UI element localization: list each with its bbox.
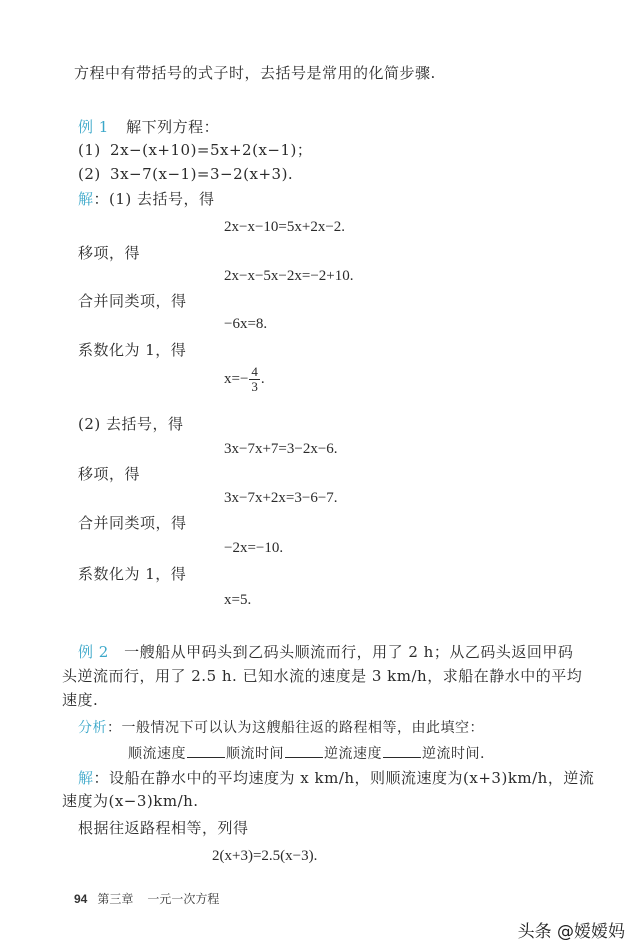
page-number: 94 (74, 892, 88, 906)
step-label: 系数化为 1，得 (78, 565, 187, 583)
example1-header (78, 117, 219, 137)
step-label: 合并同类项，得 (78, 292, 187, 310)
example2-line3: 速度. (62, 691, 99, 709)
solution-line2: 速度为(x−3)km/h. (62, 792, 199, 810)
analysis-line: 分析：一般情况下可以认为这艘船往返的路程相等，由此填空： (78, 720, 484, 736)
example1-problem-1: (1) 2x−(x+10)=5x+2(x−1)； (78, 141, 313, 159)
example2-label: 例 2 (78, 643, 109, 661)
fraction: $\frac{4}{3}$ (251, 364, 258, 394)
equation: x=5. (224, 592, 252, 608)
equation: 2(x+3)=2.5(x−3). (212, 848, 318, 864)
fill-in-line: 顺流速度 顺流时间 逆流速度 逆流时间. (128, 743, 485, 764)
equation: 3x−7x+7=3−2x−6. (224, 441, 338, 457)
blank-field (187, 743, 225, 758)
example2-line1: 例 2 一艘船从甲码头到乙码头顺流而行，用了 2 h；从乙码头返回甲码 (78, 643, 574, 661)
equation: 2x−x−10=5x+2x−2. (224, 219, 346, 235)
equation: 2x−x−5x−2x=−2+10. (224, 268, 354, 284)
step-label: 合并同类项，得 (78, 514, 187, 532)
step-label: 系数化为 1，得 (78, 341, 187, 359)
chapter-title: 一元一次方程 (147, 892, 220, 906)
solution-line3: 根据往返路程相等，列得 (78, 819, 249, 837)
example1-problem-2: (2) 3x−7(x−1)=3−2(x+3). (78, 165, 294, 183)
chapter-number: 第三章 (97, 892, 134, 906)
example1-prompt: 解下列方程： (126, 118, 220, 136)
blank-field (285, 743, 323, 758)
equation: 3x−7x+2x=3−6−7. (224, 490, 338, 506)
page-footer (74, 890, 219, 907)
solution-label: 解 (78, 190, 94, 208)
solution-label: 解 (78, 769, 94, 787)
solution1-step1: 解：(1) 去括号，得 (78, 190, 215, 208)
solution-line1: 解：设船在静水中的平均速度为 x km/h，则顺流速度为(x+3)km/h，逆流 (78, 769, 595, 787)
problem-expression: 2x−(x+10)=5x+2(x−1)； (110, 141, 313, 159)
equation: −6x=8. (224, 316, 268, 332)
example2-line2: 头逆流而行，用了 2.5 h. 已知水流的速度是 3 km/h，求船在静水中的平均 (62, 667, 583, 685)
watermark: 头条 @嫒嫒妈 (517, 922, 625, 942)
equation-fraction: x=− $\frac{4}{3}$ . (224, 364, 265, 394)
blank-field (383, 743, 421, 758)
solution2-step1: (2) 去括号，得 (78, 415, 184, 433)
analysis-label: 分析 (78, 720, 107, 736)
step-label: 移项，得 (78, 244, 141, 262)
equation: −2x=−10. (224, 540, 284, 556)
problem-expression: 3x−7(x−1)=3−2(x+3). (110, 165, 294, 183)
step-label: 移项，得 (78, 465, 141, 483)
intro-text: 方程中有带括号的式子时，去括号是常用的化简步骤. (74, 64, 436, 82)
example1-label: 例 1 (78, 118, 109, 136)
